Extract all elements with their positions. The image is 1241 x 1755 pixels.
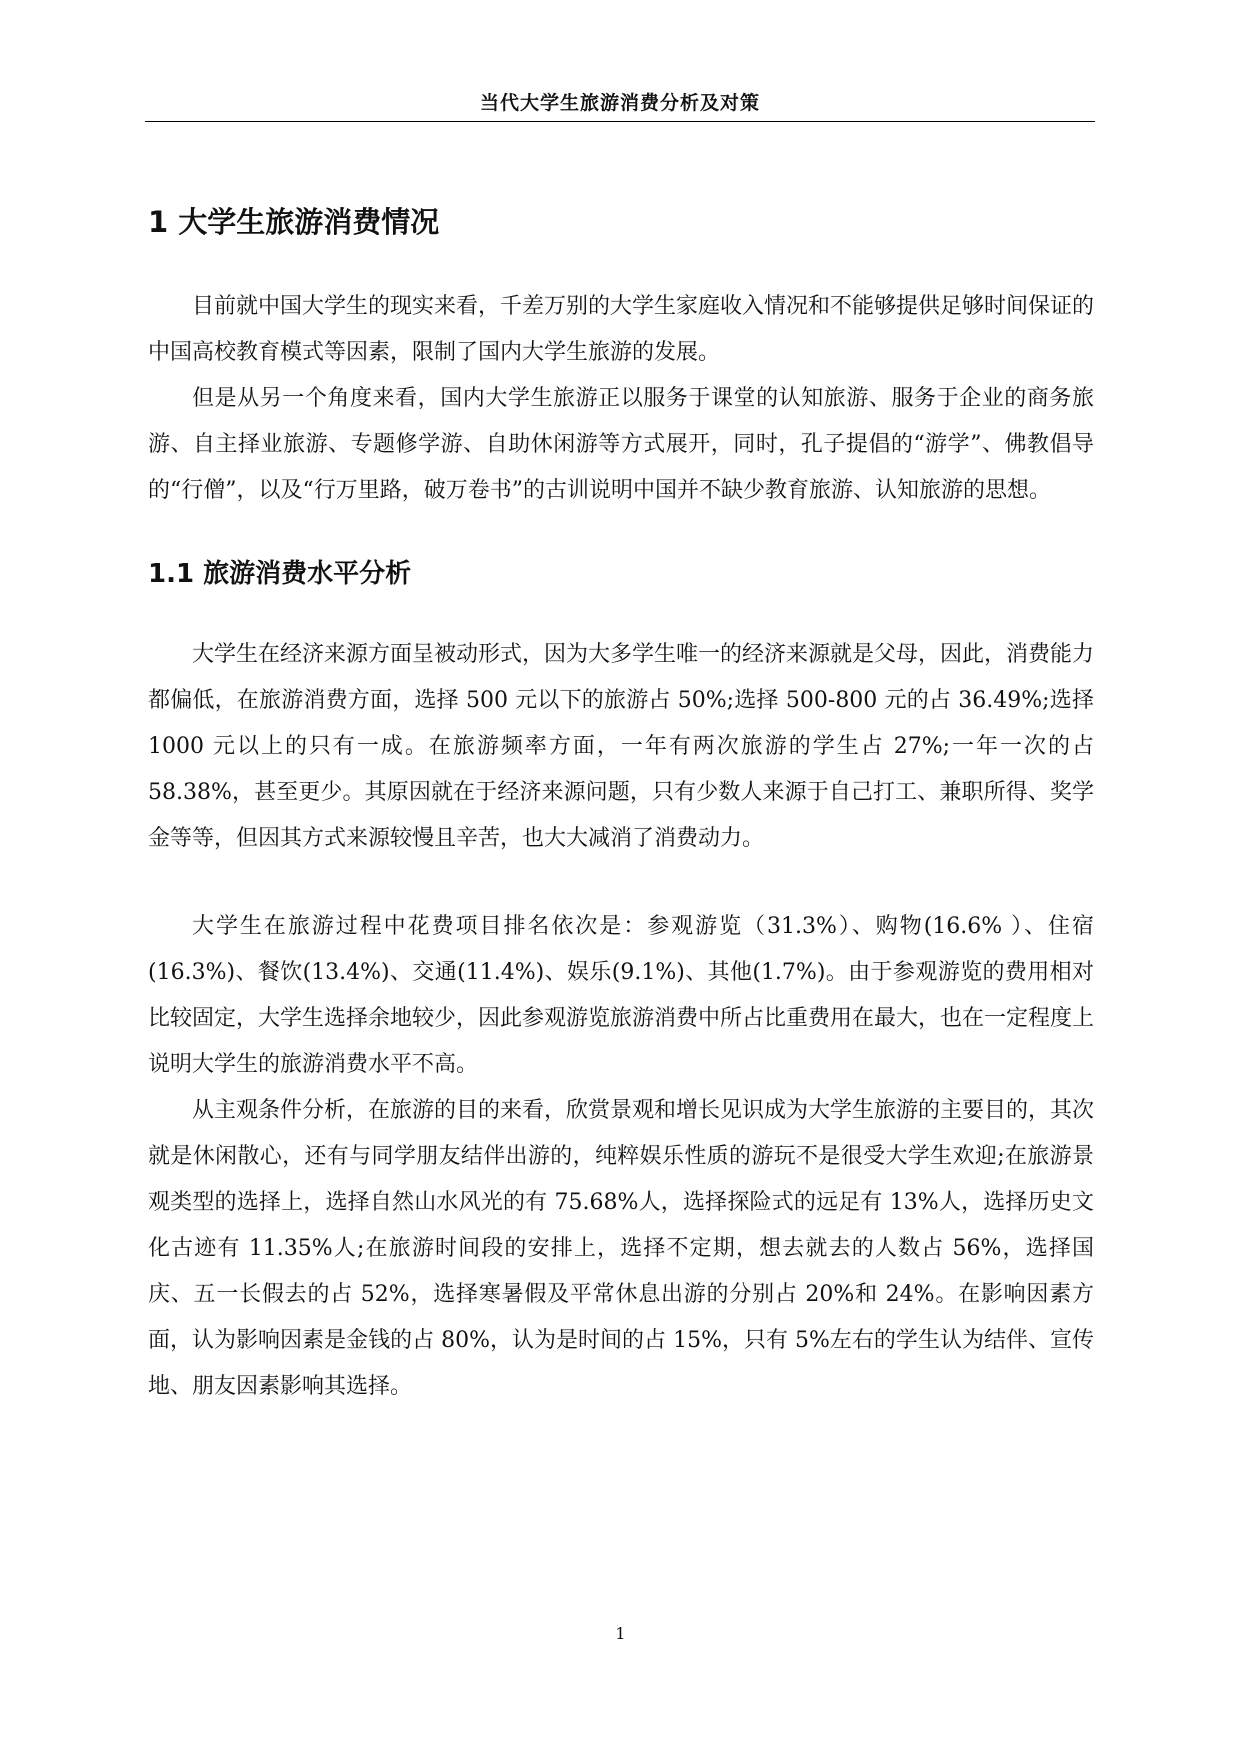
subsection-paragraph-1: 大学生在经济来源方面呈被动形式，因为大多学生唯一的经济来源就是父母，因此，消费能力都偏低，在旅游消费方面，选择 500 元以下的旅游占 50%;选择 500-800 元的占 36.49%;选择 1000 元以上的只有一成。在旅游频率方面，一年有两次旅游的学生占 27%;一年一次的占 58.38%，甚至更少。其原因就在于经济来源问题，只有少数人来源于自己打工、兼职所得、奖学金等等，但因其方式来源较慢且辛苦，也大大减消了消费动力。	[148, 642, 1095, 851]
subsection-paragraph-2: 大学生在旅游过程中花费项目排名依次是：参观游览（31.3%）、购物(16.6% ）、住宿(16.3%)、餐饮(13.4%)、交通(11.4%)、娱乐(9.1%)、其他(1.7%)。由于参观游览的费用相对比较固定，大学生选择余地较少，因此参观游览旅游消费中所占比重费用在最大，也在一定程度上说明大学生的旅游消费水平不高。	[148, 914, 1095, 1077]
header-divider	[145, 121, 1095, 122]
section-paragraph-2: 但是从另一个角度来看，国内大学生旅游正以服务于课堂的认知旅游、服务于企业的商务旅游、自主择业旅游、专题修学游、自助休闲游等方式展开，同时，孔子提倡的“游学”、佛教倡导的“行僧”，以及“行万里路，破万卷书”的古训说明中国并不缺少教育旅游、认知旅游的思想。	[148, 386, 1094, 503]
section-paragraph-1: 目前就中国大学生的现实来看，千差万别的大学生家庭收入情况和不能够提供足够时间保证的中国高校教育模式等因素，限制了国内大学生旅游的发展。	[148, 294, 1095, 365]
subsection-title: 1.1 旅游消费水平分析	[148, 559, 412, 589]
subsection-paragraph-3: 从主观条件分析，在旅游的目的来看，欣赏景观和增长见识成为大学生旅游的主要目的，其次就是休闲散心，还有与同学朋友结伴出游的，纯粹娱乐性质的游玩不是很受大学生欢迎;在旅游景观类型的选择上，选择自然山水风光的有 75.68%人，选择探险式的远足有 13%人，选择历史文化古迹有 11.35%人;在旅游时间段的安排上，选择不定期，想去就去的人数占 56%，选择国庆、五一长假去的占 52%，选择寒暑假及平常休息出游的分别占 20%和 24%。在影响因素方面，认为影响因素是金钱的占 80%，认为是时间的占 15%，只有 5%左右的学生认为结伴、宣传地、朋友因素影响其选择。	[148, 1098, 1095, 1399]
paragraph-spacer	[148, 862, 1094, 904]
section-title: 1 大学生旅游消费情况	[148, 205, 440, 239]
page-body	[148, 200, 1094, 1410]
page-number: 1	[615, 1624, 626, 1643]
running-header-title: 当代大学生旅游消费分析及对策	[479, 92, 760, 114]
